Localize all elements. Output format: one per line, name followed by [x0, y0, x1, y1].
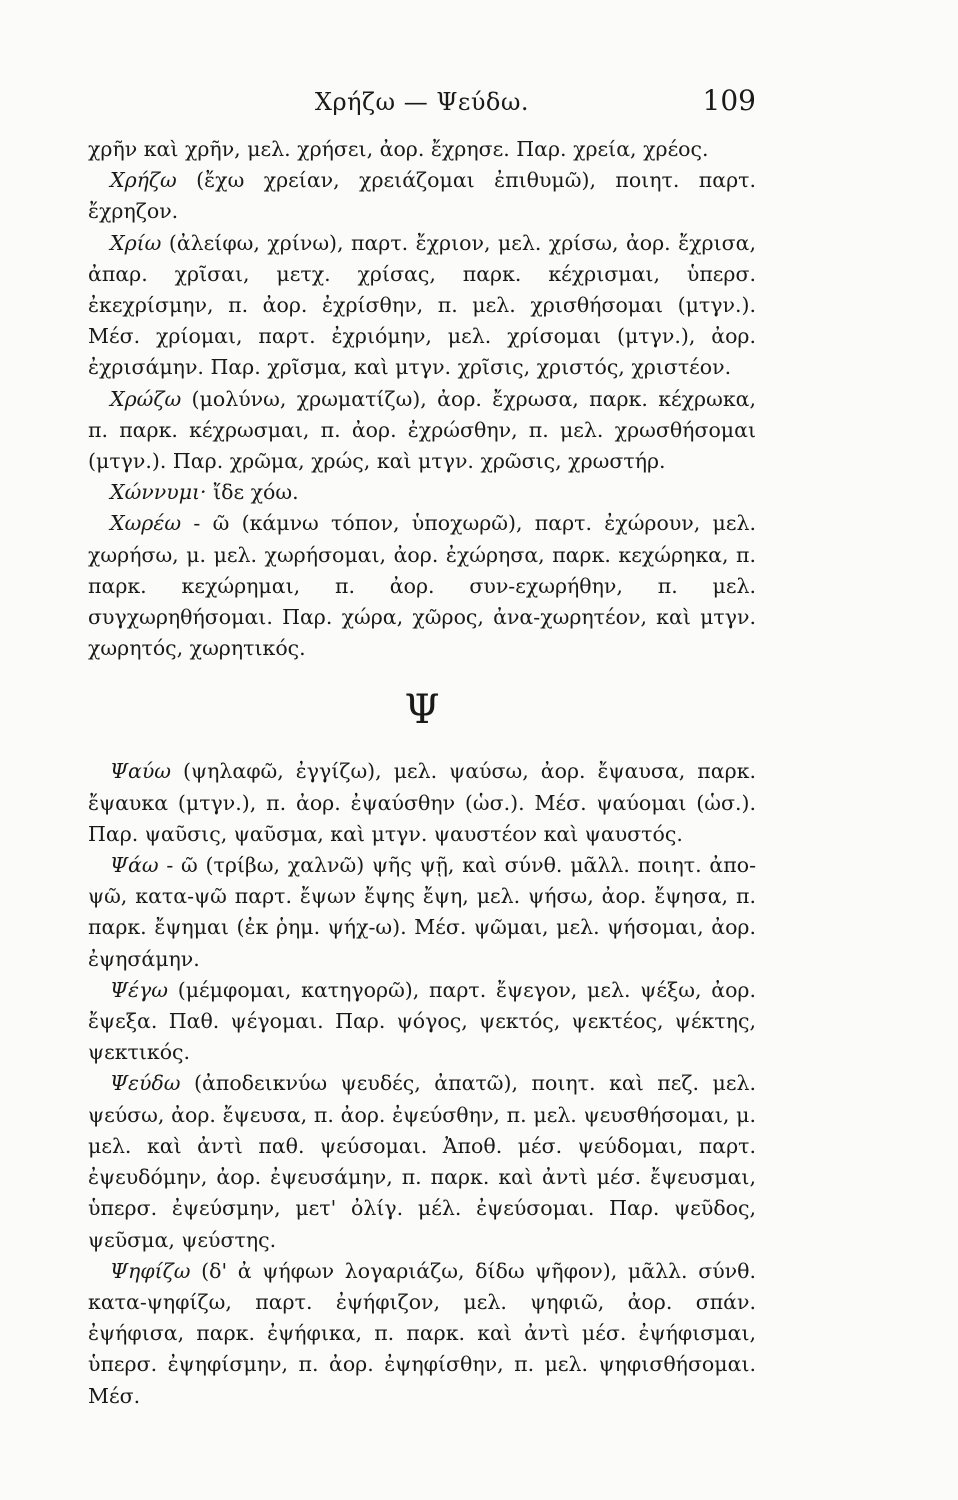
entry-lemma: Ψαύω: [110, 759, 171, 784]
dictionary-entry: [88, 850, 756, 975]
entry-lemma: Ψεύδω: [110, 1071, 181, 1096]
entry-lemma: Χρώζω: [110, 386, 182, 411]
page-number: 109: [702, 84, 756, 117]
entry-text: (ἀλείφω, χρίνω), παρτ. ἔχριον, μελ. χρίσω, ἀορ. ἔχρισα, ἀπαρ. χρῖσαι, μετχ. χρίσας, παρκ. κέχρισμαι, ὑπερσ. ἐκεχρίσμην, π. ἀορ. ἐχρίσθην, π. μελ. χρισθήσομαι (μτγν.). Μέσ. χρίομαι, παρτ. ἐχριόμην, μελ. χρίσομαι (μτγν.), ἀορ. ἐχρισάμην. Παρ. χρῖσμα, καὶ μτγν. χρῖσις, χριστός, χριστέον.: [88, 230, 756, 380]
book-page: [88, 82, 756, 1412]
section-letter-heading: Ψ: [404, 687, 440, 734]
dictionary-entry: [88, 1256, 756, 1412]
dictionary-entry: [88, 384, 756, 478]
entry-lemma: Χρήζω: [110, 168, 177, 193]
dictionary-entry: [88, 1068, 756, 1255]
entry-lemma: Ψάω: [110, 853, 159, 878]
entry-lemma: Ψηφίζω: [110, 1258, 191, 1283]
dictionary-entry: [88, 508, 756, 664]
entry-text: (δ' ἀ ψήφων λογαριάζω, δίδω ψῆφον), μᾶλλ. σύνθ. κατα-ψηφίζω, παρτ. ἐψήφιζον, μελ. ψηφιῶ, ἀορ. σπάν. ἐψήφισα, παρκ. ἐψήφικα, π. παρκ. καὶ ἀντὶ μέσ. ἐψήφισμαι, ὑπερσ. ἐψηφίσμην, π. ἀορ. ἐψηφίσθην, π. μελ. ψηφισθήσομαι. Μέσ.: [88, 1258, 756, 1408]
entry-lemma: Ψέγω: [110, 977, 168, 1002]
dictionary-entry: [88, 165, 756, 227]
dictionary-entry: [88, 477, 756, 508]
section-chi: [88, 134, 756, 664]
entry-text: χρῆν καὶ χρῆν, μελ. χρήσει, ἀορ. ἔχρησε. Παρ. χρεία, χρέος.: [88, 137, 709, 161]
section-psi: [88, 756, 756, 1411]
entry-text: (μολύνω, χρωματίζω), ἀορ. ἔχρωσα, παρκ. κέχρωκα, π. παρκ. κέχρωσμαι, π. ἀορ. ἐχρώσθην, π. μελ. χρωσθήσομαι (μτγν.). Παρ. χρῶμα, χρώς, καὶ μτγν. χρῶσις, χρωστήρ.: [88, 386, 756, 474]
dictionary-entry: [88, 134, 756, 165]
entry-text: ἴδε χόω.: [206, 480, 299, 505]
entry-lemma: Χωρέω: [110, 511, 182, 536]
dictionary-entry: [88, 975, 756, 1069]
entry-text: - ῶ (τρίβω, χαλνῶ) ψῆς ψῇ, καὶ σύνθ. μᾶλλ. ποιητ. ἀπο-ψῶ, κατα-ψῶ παρτ. ἔψων ἔψης ἔψη, μελ. ψήσω, ἀορ. ἔψησα, π. παρκ. ἔψημαι (ἐκ ῥημ. ψήχ-ω). Μέσ. ψῶμαι, μελ. ψήσομαι, ἀορ. ἐψησάμην.: [88, 853, 756, 971]
running-head: Χρήζω — Ψεύδω.: [314, 88, 530, 116]
entry-text: (ψηλαφῶ, ἐγγίζω), μελ. ψαύσω, ἀορ. ἔψαυσα, παρκ. ἔψαυκα (μτγν.), π. ἀορ. ἐψαύσθην (ὡσ.). Μέσ. ψαύομαι (ὡσ.). Παρ. ψαῦσις, ψαῦσμα, καὶ μτγν. ψαυστέον καὶ ψαυστός.: [88, 759, 756, 846]
entry-lemma: Χώννυμι·: [110, 480, 207, 505]
entry-text: (ἀποδεικνύω ψευδές, ἀπατῶ), ποιητ. καὶ πεζ. μελ. ψεύσω, ἀορ. ἔψευσα, π. ἀορ. ἐψεύσθην, π. μελ. ψευσθήσομαι, μ. μελ. καὶ ἀντὶ παθ. ψεύσομαι. Ἀποθ. μέσ. ψεύδομαι, παρτ. ἐψευδόμην, ἀορ. ἐψευσάμην, π. παρκ. καὶ ἀντὶ μέσ. ἔψευσμαι, ὑπερσ. ἐψεύσμην, μετ' ὀλίγ. μέλ. ἐψεύσομαι. Παρ. ψεῦδος, ψεῦσμα, ψεύστης.: [88, 1071, 756, 1252]
entry-text: (μέμφομαι, κατηγορῶ), παρτ. ἔψεγον, μελ. ψέξω, ἀορ. ἔψεξα. Παθ. ψέγομαι. Παρ. ψόγος, ψεκτός, ψεκτέος, ψέκτης, ψεκτικός.: [88, 977, 756, 1065]
entry-text: (ἔχω χρείαν, χρειάζομαι ἐπιθυμῶ), ποιητ. παρτ. ἔχρηζον.: [88, 168, 756, 224]
entry-text: - ῶ (κάμνω τόπον, ὑποχωρῶ), παρτ. ἐχώρουν, μελ. χωρήσω, μ. μελ. χωρήσομαι, ἀορ. ἐχώρησα, παρκ. κεχώρηκα, π. παρκ. κεχώρημαι, π. ἀορ. συν-εχωρήθην, π. μελ. συγχωρηθήσομαι. Παρ. χώρα, χῶρος, ἀνα-χωρητέον, καὶ μτγν. χωρητός, χωρητικός.: [88, 511, 756, 661]
page-header: [88, 82, 756, 126]
dictionary-entry: [88, 228, 756, 384]
entry-lemma: Χρίω: [110, 230, 162, 255]
dictionary-entry: [88, 756, 756, 850]
